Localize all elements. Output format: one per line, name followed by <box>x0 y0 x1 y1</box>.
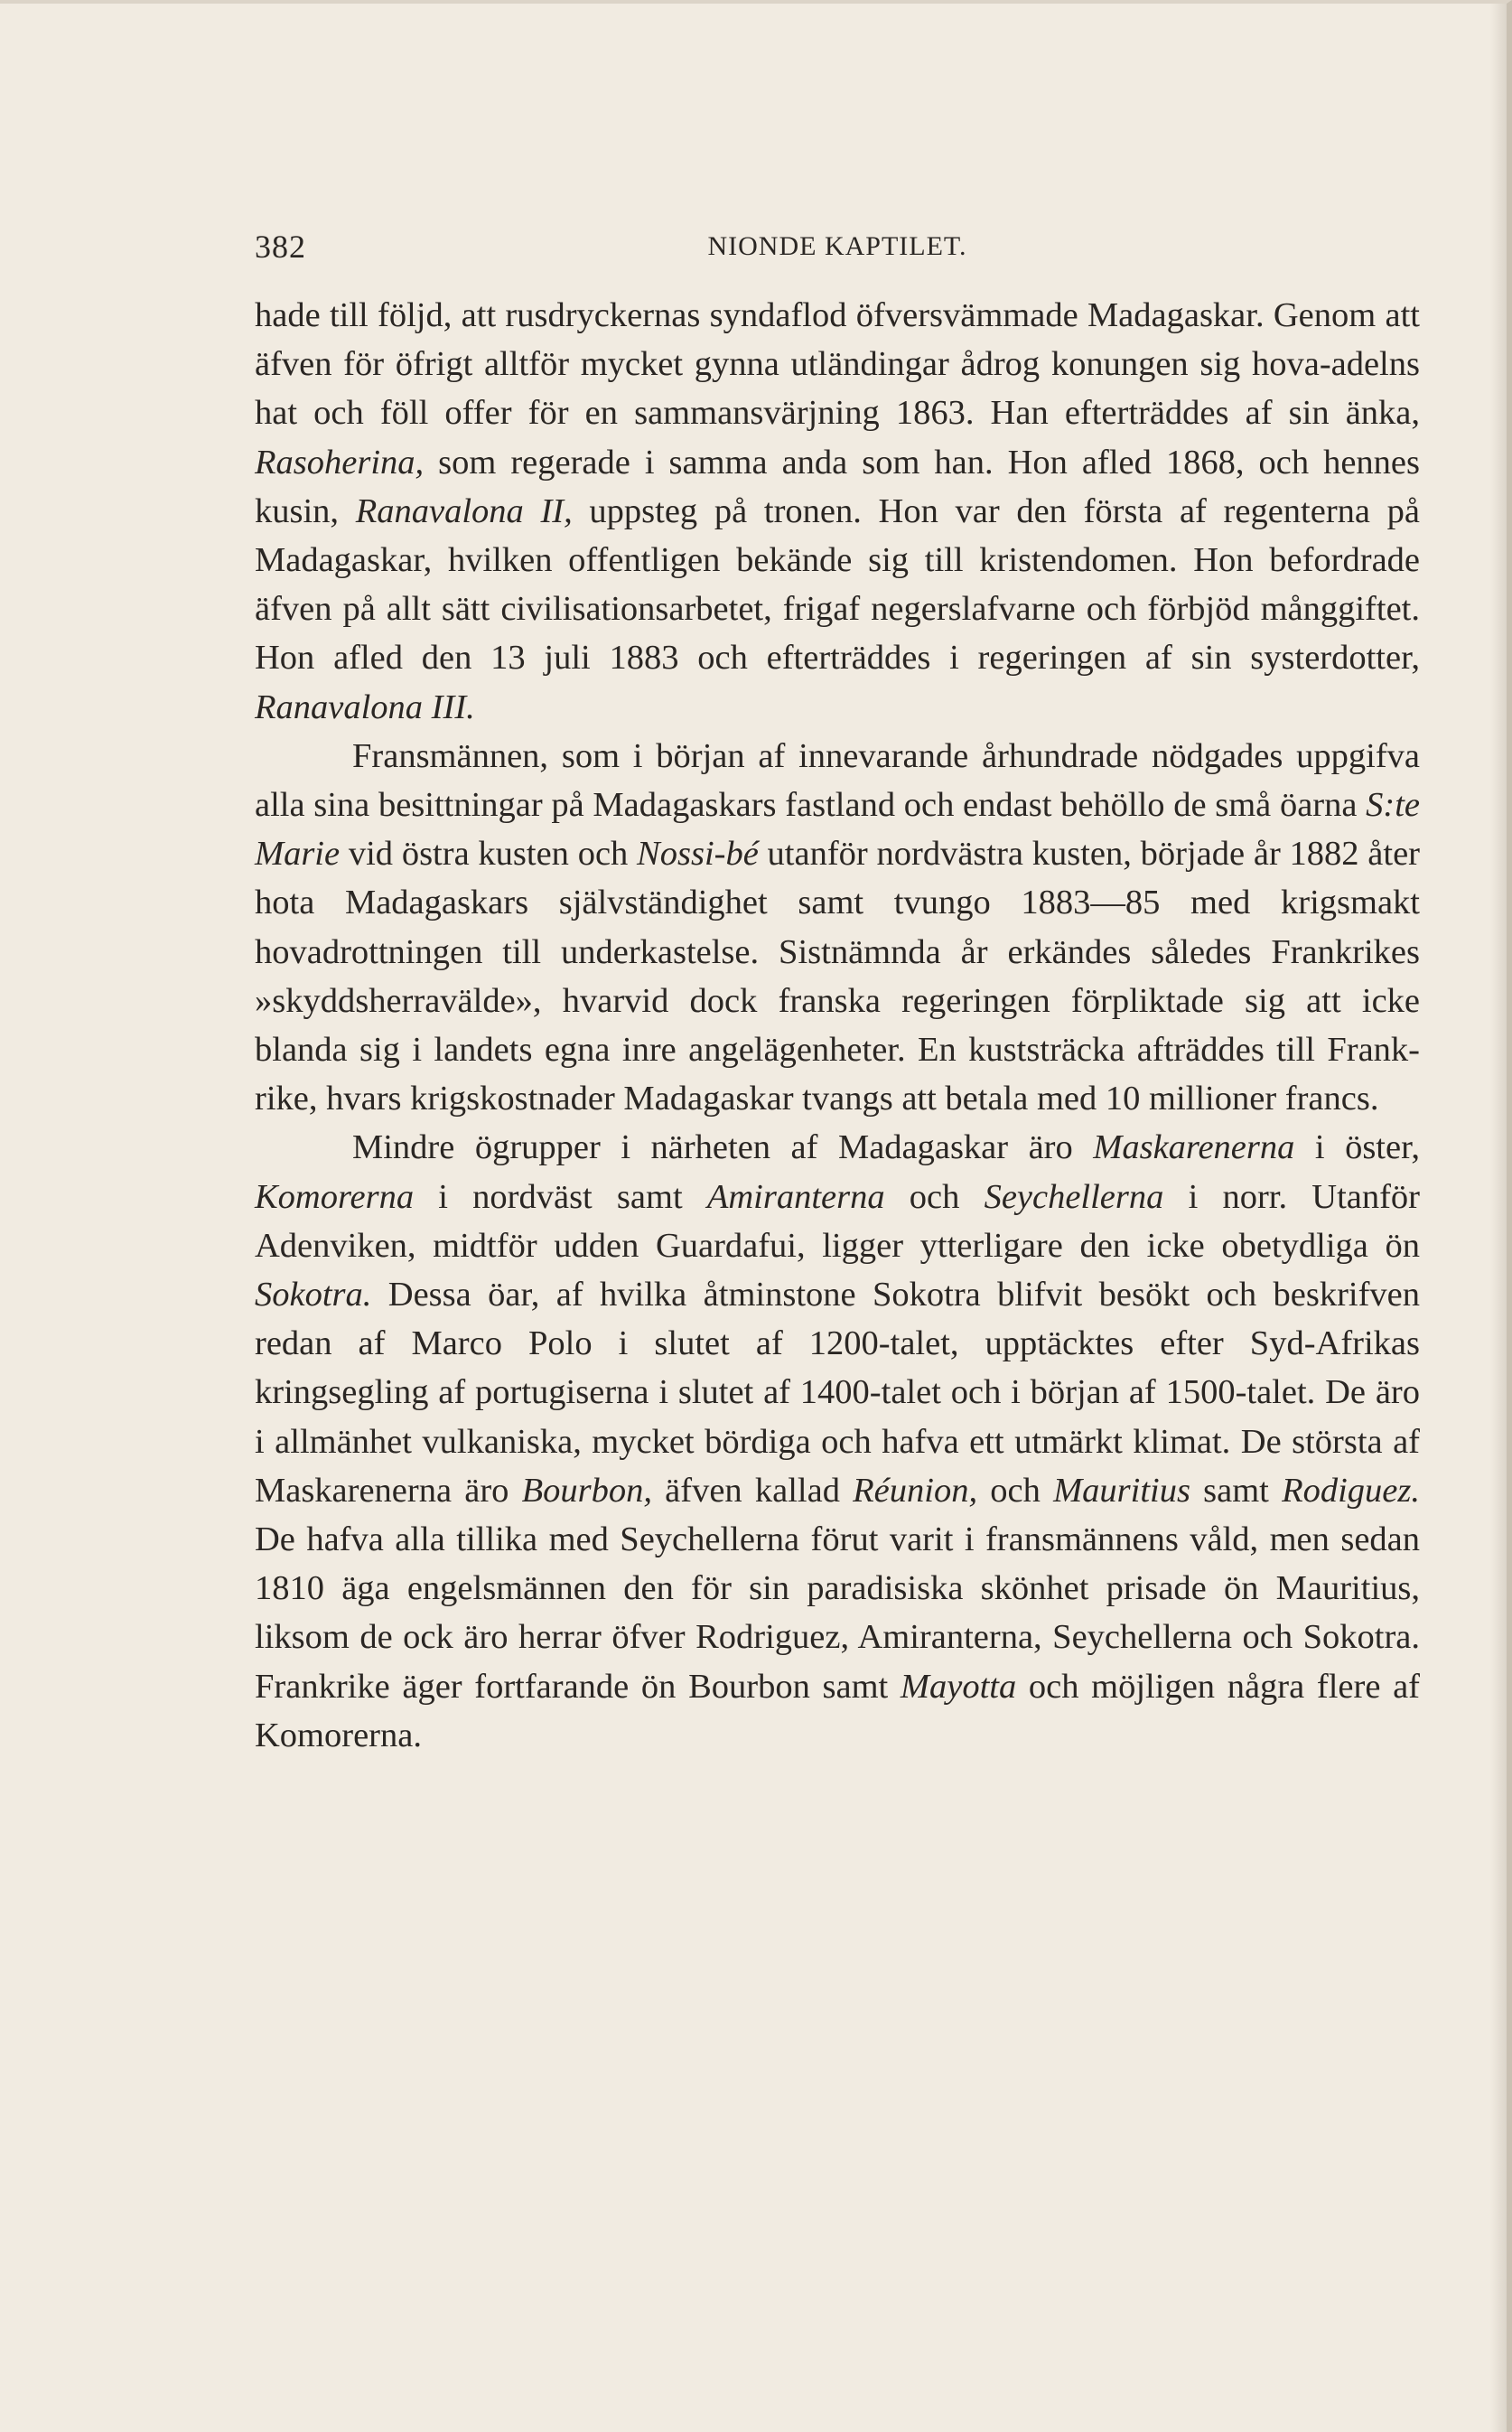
text-run: i nordväst samt <box>414 1177 707 1216</box>
page-edge-shadow <box>1490 4 1507 2432</box>
text-run: De hafva alla tillika med Seychellerna förut varit i fransmännens våld, men sedan 1810 äga engelsmännen den för sin paradisiska skönhet prisade ön Mauritius, liksom de ock äro herrar öfver Rodriguez, Amiranterna, Seychellerna och Sokotra. Frankrike äger fortfarande ön Bourbon samt <box>255 1520 1420 1706</box>
text-run: Dessa öar, af hvilka åtminstone Sokotra blifvit besökt och beskrifven redan af Marco Polo i slutet af 1200-talet, upptäcktes efter Syd-Afrikas kringsegling af portugiserna i slutet af 1400-talet och i början af 1500-talet. De äro i allmänhet vulkaniska, mycket bördiga och hafva ett utmärkt klimat. De största af Maskarenerna äro <box>255 1276 1420 1510</box>
text-run: Fransmännen, som i början af innevarande århundrade nödgades uppgifva alla sina besittningar på Madagaskars fastland och endast behöllo de små öarna <box>255 736 1420 825</box>
body-text <box>255 291 1420 1760</box>
italic-name: Rodiguez. <box>1282 1471 1420 1510</box>
text-run: hade till följd, att rusdryckernas syndaflod öfversvämmade Madagaskar. Genom att äfven för öfrigt alltför mycket gynna utländingar ådrog konungen sig hova-adelns hat och föll offer för en sammansvärjning 1863. Han efterträddes af sin änka, <box>255 296 1420 433</box>
text-run: samt <box>1190 1471 1283 1510</box>
italic-name: Ranavalona II, <box>355 491 573 530</box>
italic-name: Amiranterna <box>706 1177 885 1216</box>
italic-name: Maskarenerna <box>1093 1128 1295 1167</box>
text-run: äfven kallad <box>651 1471 854 1510</box>
text-run: och möjligen några flere af Komorerna. <box>255 1667 1420 1754</box>
text-run: i öster, <box>1294 1128 1420 1167</box>
paragraph-2 <box>255 732 1420 1124</box>
italic-name: Mauritius <box>1053 1471 1190 1510</box>
paragraph-1 <box>255 291 1420 732</box>
italic-name: Sokotra. <box>255 1276 372 1314</box>
text-run: uppsteg på tronen. Hon var den första af regenterna på Madagaskar, hvilken offentligen bekände sig till kristendomen. Hon befordrade äfven på allt sätt civilisationsarbetet, frigaf negerslafvarne och förbjöd månggiftet. Hon afled den 13 juli 1883 och efterträddes i regeringen af sin systerdotter, <box>255 491 1420 678</box>
text-run: och <box>977 1471 1054 1510</box>
running-head: NIONDE KAPTILET. <box>707 231 967 261</box>
italic-name: S:te Marie <box>255 786 1420 874</box>
italic-name: Rasoherina, <box>255 443 425 482</box>
paragraph-3 <box>255 1123 1420 1760</box>
text-run: som regerade i samma anda som han. Hon afled 1868, och hennes kusin, <box>255 443 1420 530</box>
italic-name: Réunion, <box>853 1471 978 1510</box>
italic-name: Komorerna <box>255 1177 415 1216</box>
text-run: utanför nordvästra kusten, började år 1882 åter hota Madagaskars självständighet samt tvungo 1883—85 med krigsmakt hovadrottningen till underkastelse. Sistnämnda år erkändes således Frankrikes »skyddsherravälde», hvarvid dock franska regeringen förpliktade sig att icke blanda sig i landets egna inre angelägenheter. En kuststräcka afträddes till Frankrike, hvars krigskostnader Madagaskar tvangs att betala med 10 millioner francs. <box>255 835 1420 1118</box>
italic-name: Bourbon, <box>521 1471 652 1510</box>
text-run: i norr. Utanför Adenviken, midtför udden Guardafui, ligger ytterligare den icke obetydliga ön <box>255 1177 1420 1265</box>
italic-name: Nossi-bé <box>637 835 759 874</box>
italic-name: Seychellerna <box>984 1177 1164 1216</box>
page-header <box>255 228 1420 273</box>
page-number: 382 <box>255 229 306 265</box>
text-run: vid östra kusten och <box>340 835 638 874</box>
italic-name: Ranavalona III. <box>255 688 475 726</box>
text-run: och <box>884 1177 985 1216</box>
italic-name: Mayotta <box>900 1667 1017 1706</box>
text-run: Mindre ögrupper i närheten af Madagaskar äro <box>352 1128 1094 1167</box>
